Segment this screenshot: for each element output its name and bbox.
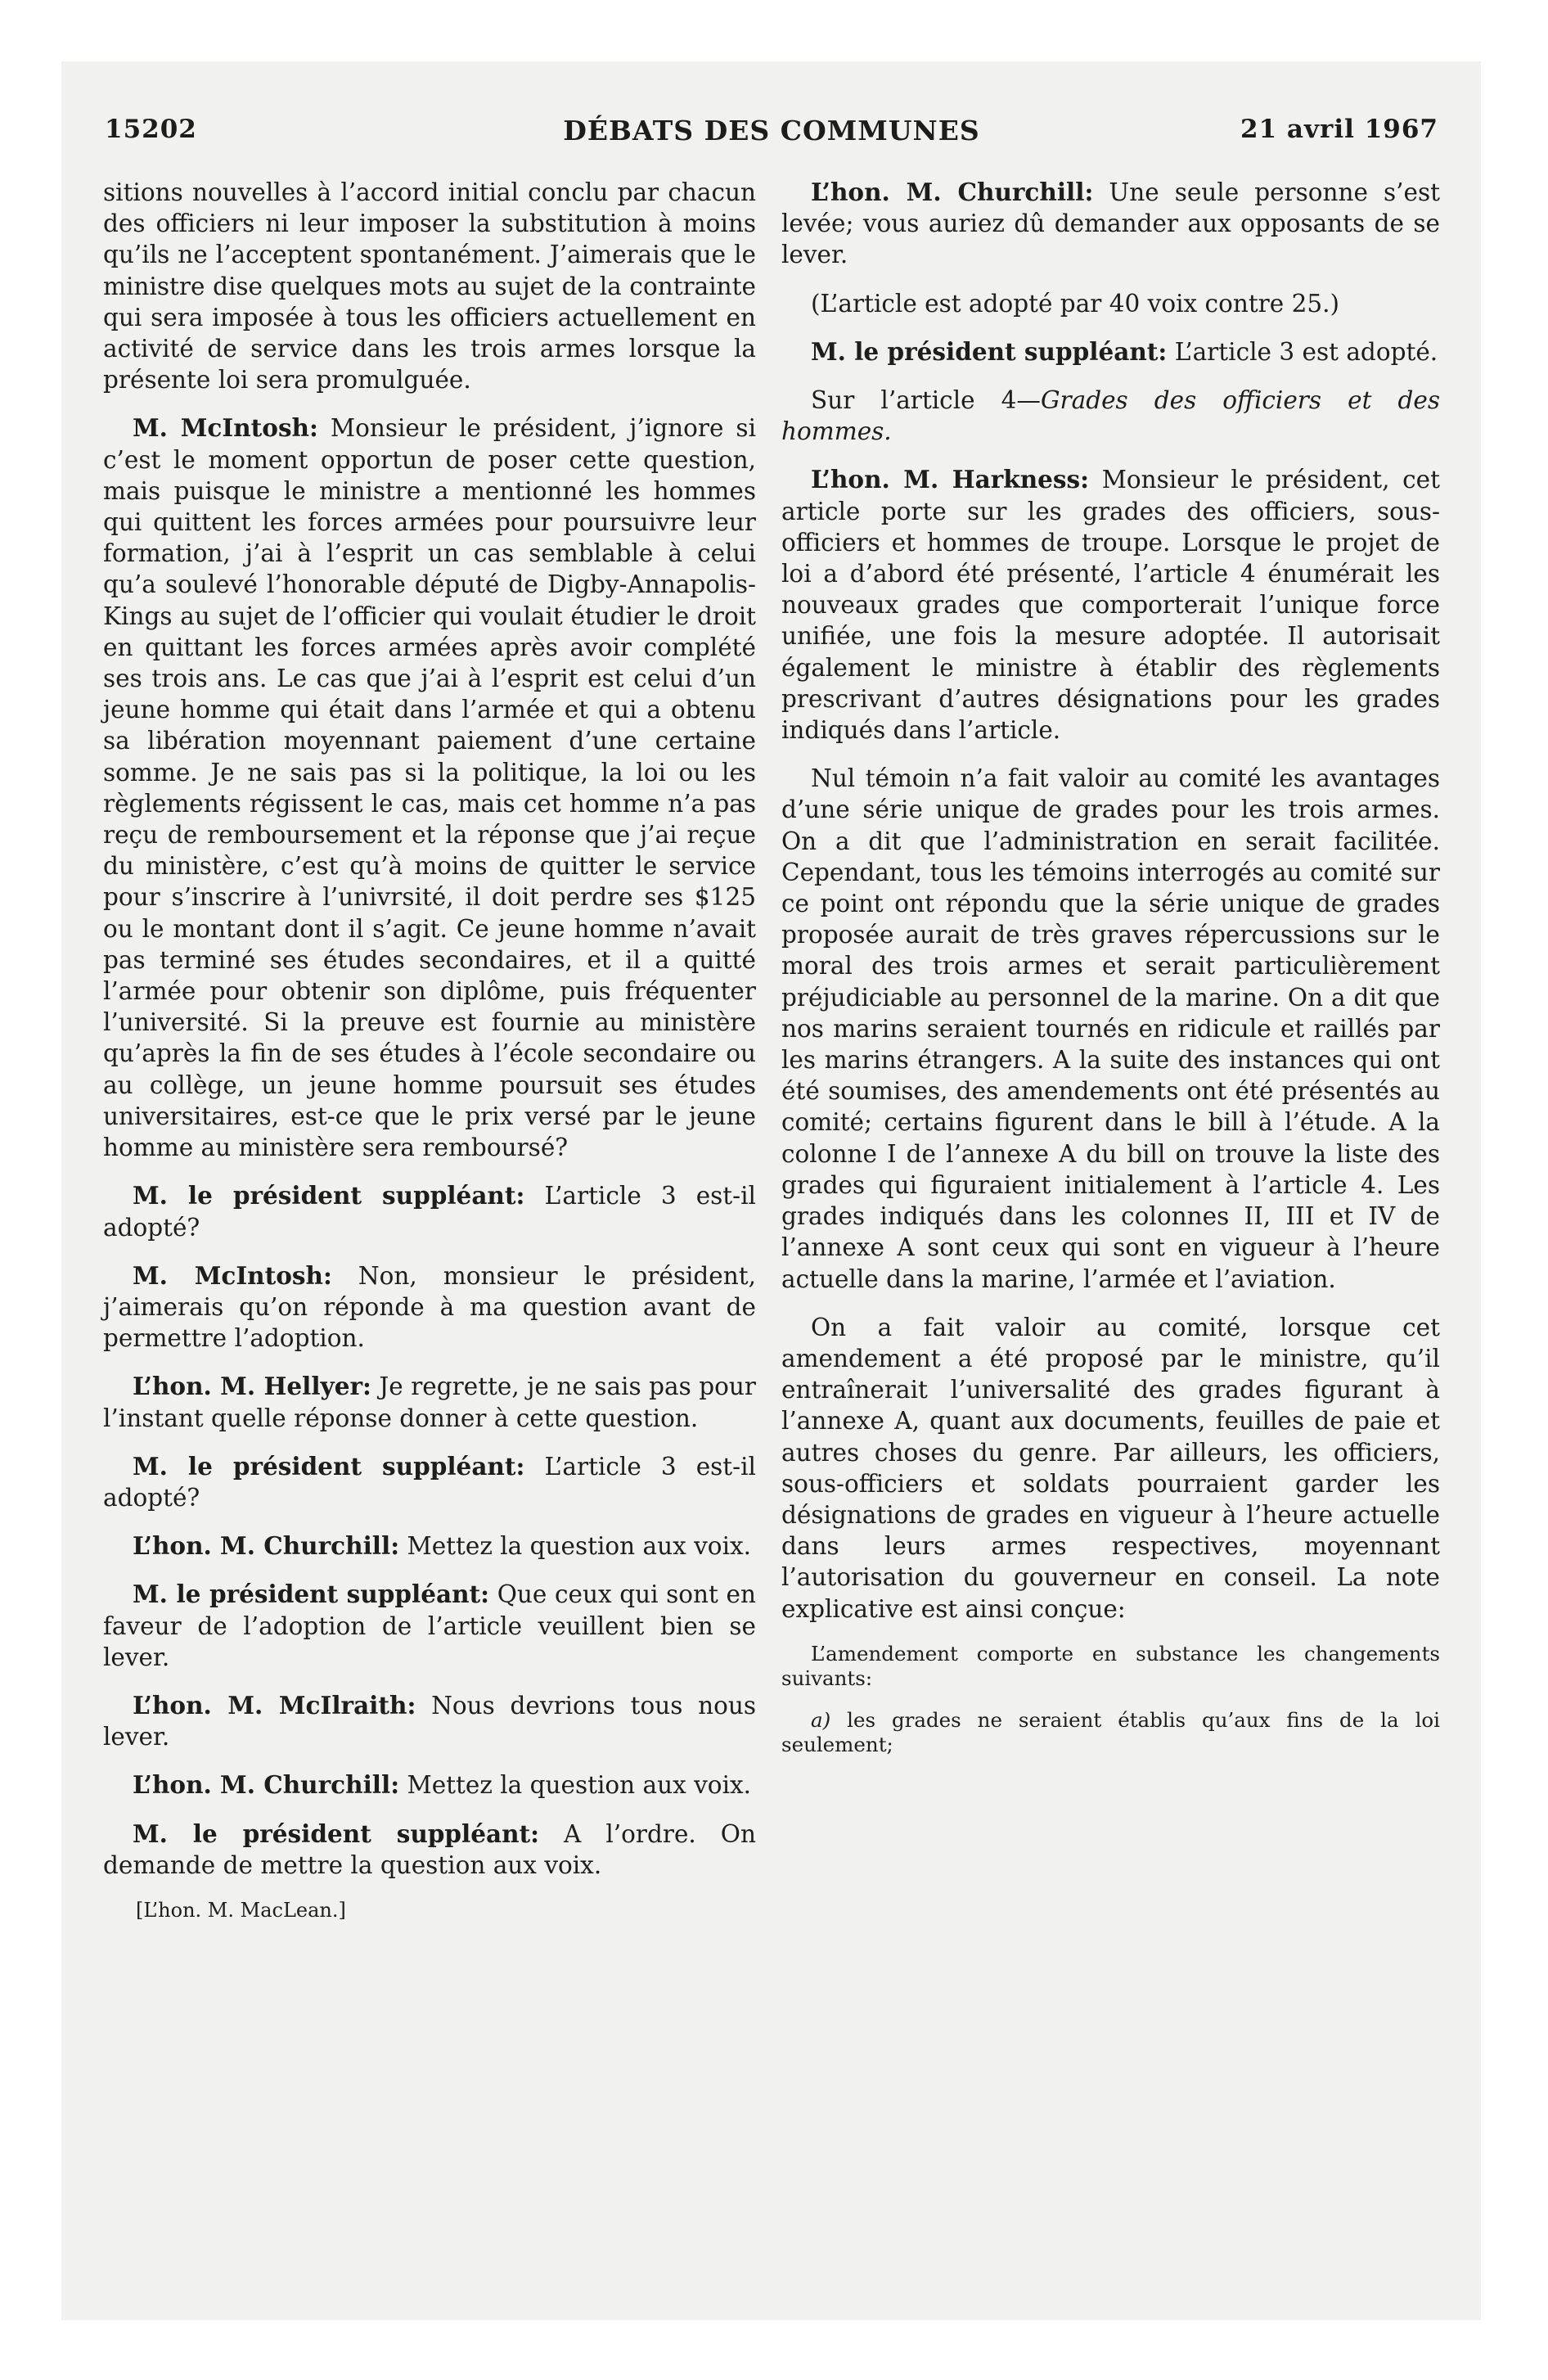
paragraph [781, 336, 1440, 367]
paragraph-text: L’article 3 est adopté. [1174, 337, 1438, 366]
explanatory-note-item [781, 1708, 1440, 1757]
speaker-name: L’hon. M. Churchill: [133, 1531, 400, 1561]
left-column [103, 177, 756, 1922]
speaker-name: L’hon. M. Churchill: [133, 1770, 400, 1800]
speaker-name: L’hon. M. Churchill: [811, 178, 1094, 206]
speaker-name: L’hon. M. McIlraith: [133, 1690, 416, 1720]
paragraph [103, 1530, 756, 1562]
paragraph-text: Que ceux qui sont en faveur de l’adoption de l’article veuillent bien se lever. [103, 1580, 756, 1671]
paragraph-text: L’article 3 est-il adopté? [103, 1182, 756, 1242]
paragraph-text: Nous devrions tous nous lever. [103, 1691, 756, 1751]
speaker-name: M. le président suppléant: [133, 1580, 490, 1609]
item-text: les grades ne seraient établis qu’aux fins de la loi seulement; [781, 1707, 1440, 1756]
paragraph [103, 1451, 756, 1513]
page-title: DÉBATS DES COMMUNES [563, 115, 980, 146]
paragraph: On a fait valoir au comité, lorsque cet amendement a été proposé par le ministre, qu’il entraînerait l’universalité des grades figurant à l’annexe A, quant aux documents, feuilles de paie et autres choses du genre. Par ailleurs, les officiers, sous-officiers et soldats pourraient garder les désignations de grades en vigueur à l’heure actuelle dans leurs armes respectives, moyennant l’autorisation du gouverneur en conseil. La note explicative est ainsi conçue: [781, 1313, 1440, 1623]
speaker-name: M. McIntosh: [133, 1260, 332, 1290]
paragraph [103, 1819, 756, 1881]
paragraph [103, 1260, 756, 1355]
paragraph [103, 1180, 756, 1242]
paragraph [103, 1579, 756, 1673]
speaker-name: M. le président suppléant: [811, 336, 1168, 366]
paragraph: Nul témoin n’a fait valoir au comité les avantages d’une série unique de grades pour les trois armes. On a dit que l’administration en serait facilitée. Cependant, tous les témoins interrogés au comité sur ce point ont répondu que la série unique de grades proposée aurait de très graves répercussions sur le moral des trois armes et serait particulièrement préjudiciable au personnel de la marine. On a dit que nos marins seraient tournés en ridicule et raillés par les marins étrangers. A la suite des instances qui ont été soumises, des amendements ont été présentés au comité; certains figurent dans le bill à l’étude. A la colonne I de l’annexe A du bill on trouve la liste des grades qui figuraient initialement à l’article 4. Les grades indiqués dans les colonnes II, III et IV de l’annexe A sont ceux qui sont en vigueur à l’heure actuelle dans la marine, l’armée et l’aviation. [781, 764, 1440, 1293]
paragraph [103, 1769, 756, 1801]
paragraph-text: Non, monsieur le président, j’aimerais qu’on réponde à ma question avant de permettre l’adoption. [103, 1261, 756, 1353]
paragraph [103, 1371, 756, 1433]
speaker-name: M. McIntosh: [133, 413, 318, 443]
paragraph [781, 177, 1440, 271]
article-heading [781, 385, 1440, 447]
paragraph-text: Monsieur le président, j’ignore si c’est le moment opportun de poser cette question, mais puisque le ministre a mentionné les hommes qui quittent les forces armées pour poursuivre leur formation, j’ai à l’esprit un cas semblable à celui qu’a soulevé l’honorable député de Digby-Annapolis-Kings au sujet de l’officier qui voulait étudier le droit en quittant les forces armées après avoir complété ses trois ans. Le cas que j’ai à l’esprit est celui d’un jeune homme qui était dans l’armée et qui a obtenu sa libération moyennant paiement d’une certaine somme. Je ne sais pas si la politique, la loi ou les règlements régissent le cas, mais cet homme n’a pas reçu de remboursement et la réponse que j’ai reçue du ministère, c’est qu’à moins de quitter le service pour s’inscrire à l’univrsité, il doit perdre ses $125 ou le montant dont il s’agit. Ce jeune homme n’avait pas terminé ses études secondaires, et il a quitté l’armée pour obtenir son diplôme, puis fréquenter l’université. Si la preuve est fournie au ministère qu’après la fin de ses études à l’école secondaire ou au collège, un jeune homme poursuit ses études universitaires, est-ce que le prix versé par le jeune homme au ministère sera remboursé? [103, 414, 756, 1162]
page-number: 15202 [105, 115, 197, 144]
paragraph-text: Mettez la question aux voix. [407, 1532, 752, 1561]
paragraph-text: Une seule personne s’est levée; vous auriez dû demander aux opposants de se lever. [781, 178, 1440, 269]
paragraph-text: Monsieur le président, cet article porte sur les grades des officiers, sous-officiers et hommes de troupe. Lorsque le projet de loi a d’abord été présenté, l’article 4 énumérait les nouveaux grades que comporterait l’unique force unifiée, une fois la mesure adoptée. Il autorisait également le ministre à établir des règlements prescrivant d’autres désignations pour les grades indiqués dans l’article. [781, 466, 1440, 745]
paragraph-text: L’article 3 est-il adopté? [103, 1452, 756, 1512]
speaker-footer-note: [L’hon. M. MacLean.] [136, 1898, 346, 1922]
paragraph-text: Je regrette, je ne sais pas pour l’instant quelle réponse donner à cette question. [103, 1373, 756, 1432]
paragraph-text: A l’ordre. On demande de mettre la question aux voix. [103, 1819, 756, 1879]
right-column [781, 177, 1440, 1774]
explanatory-note: L’amendement comporte en substance les changements suivants: [781, 1641, 1440, 1690]
speaker-name: L’hon. M. Harkness: [811, 465, 1090, 494]
article-heading-title: Grades des officiers et des hommes. [781, 386, 1440, 446]
speaker-name: M. le président suppléant: [133, 1819, 540, 1848]
article-heading-prefix: Sur l’article 4— [811, 386, 1041, 415]
paragraph [103, 412, 756, 1163]
paragraph-text: Mettez la question aux voix. [407, 1771, 752, 1800]
speaker-name: L’hon. M. Hellyer: [133, 1372, 371, 1401]
page-date: 21 avril 1967 [1240, 115, 1438, 144]
speaker-name: M. le président suppléant: [133, 1451, 525, 1481]
paragraph-text: sitions nouvelles à l’accord initial conclu par chacun des officiers ni leur imposer la substitution à moins qu’ils ne l’acceptent spontanément. J’aimerais que le ministre dise quelques mots au sujet de la contrainte qui sera imposée à tous les officiers actuellement en activité de service dans les trois armes lorsque la présente loi sera promulguée. [103, 178, 756, 394]
paragraph [103, 177, 756, 395]
paragraph [103, 1690, 756, 1752]
item-marker: a) [811, 1707, 831, 1732]
paragraph [781, 464, 1440, 746]
vote-result: (L’article est adopté par 40 voix contre 25.) [811, 289, 1340, 318]
speaker-name: M. le président suppléant: [133, 1181, 525, 1210]
page-header [105, 115, 1438, 164]
